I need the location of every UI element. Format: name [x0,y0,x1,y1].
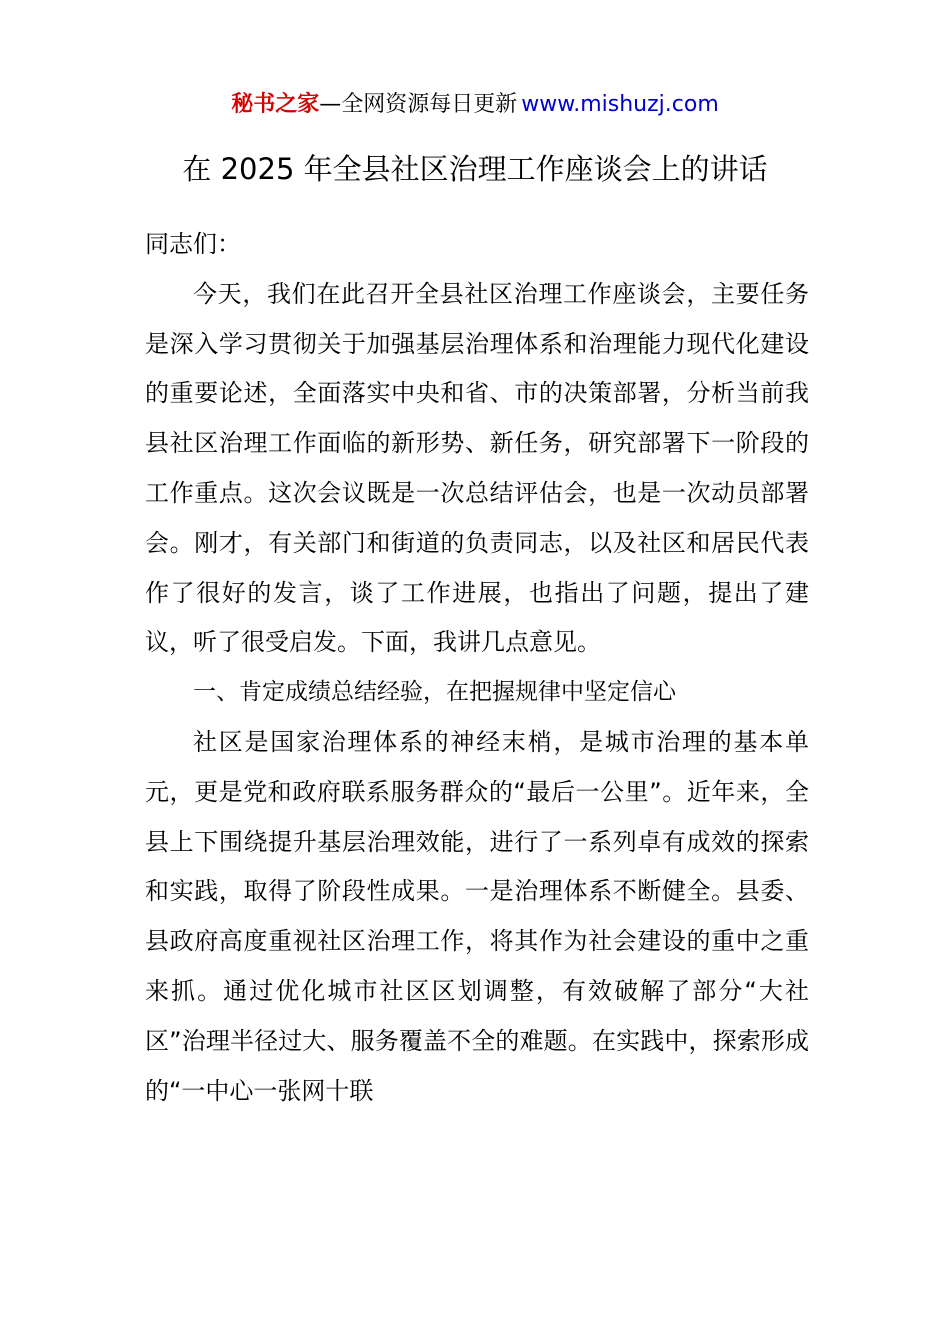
document-title: 在 2025 年全县社区治理工作座谈会上的讲话 [182,152,768,186]
site-brand: 秘书之家 [231,92,320,117]
section-1-paragraph: 社区是国家治理体系的神经末梢，是城市治理的基本单元，更是党和政府联系服务群众的“最后一公里”。近年来，全县上下围绕提升基层治理效能，进行了一系列卓有成效的探索和实践，取得了阶段性成果。一是治理体系不断健全。县委、县政府高度重视社区治理工作，将其作为社会建设的重中之重来抓。通过优化城市社区区划调整，有效破解了部分“大社区”治理半径过大、服务覆盖不全的难题。在实践中，探索形成的“一中心一张网十联 [145,727,809,1105]
site-url-link[interactable]: www.mishuzj.com [521,92,719,117]
site-header [0,88,950,122]
document-body [145,220,809,1116]
section-heading-1: 一、肯定成绩总结经验，在把握规律中坚定信心 [193,679,676,706]
site-tagline: —全网资源每日更新 [319,92,518,117]
opening-paragraph: 今天，我们在此召开全县社区治理工作座谈会，主要任务是深入学习贯彻关于加强基层治理体系和治理能力现代化建设的重要论述，全面落实中央和省、市的决策部署，分析当前我县社区治理工作面临的新形势、新任务，研究部署下一阶段的工作重点。这次会议既是一次总结评估会，也是一次动员部署会。刚才，有关部门和街道的负责同志，以及社区和居民代表作了很好的发言，谈了工作进展，也指出了问题，提出了建议，听了很受启发。下面，我讲几点意见。 [145,279,809,657]
salutation: 同志们： [145,230,241,258]
